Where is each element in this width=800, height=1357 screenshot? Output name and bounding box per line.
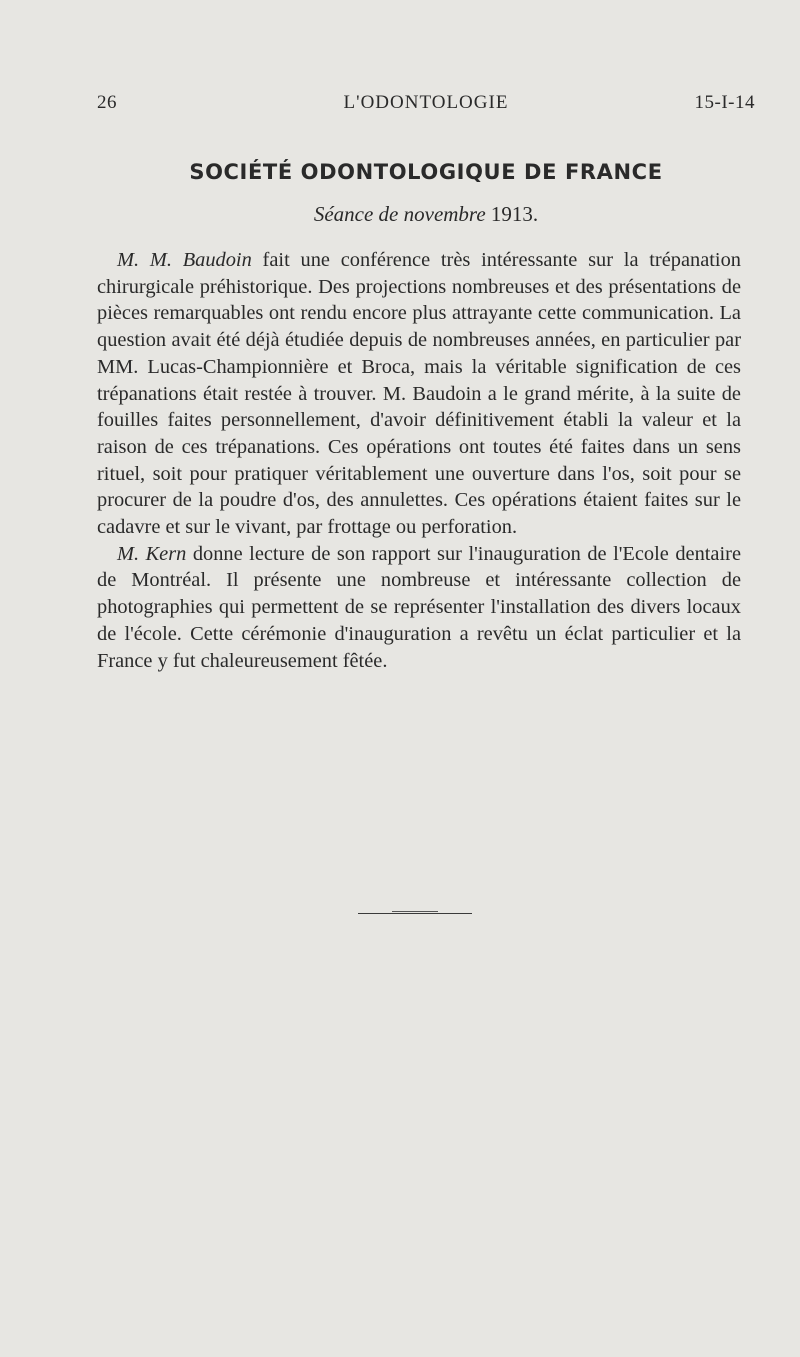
section-end-rule [358, 913, 472, 914]
issue-date: 15-I-14 [694, 92, 755, 113]
speaker-name: M. M. Baudoin [117, 249, 252, 271]
section-title: SOCIÉTÉ ODONTOLOGIQUE DE FRANCE [189, 160, 663, 184]
paragraph-text: fait une conférence très intéressante sur la trépanation chirurgicale préhistorique. Des projections nombreuses et des présentations de pièces remarquables ont rendu encore plus attrayante cette communication. La question avait été déjà étudiée depuis de nombreuses années, en particulier par MM. Lucas-Championnière et Broca, mais la véritable signification de ces trépanations était restée à trouver. M. Baudoin a le grand mérite, à la suite de fouilles faites personnellement, d'avoir définitivement établi la valeur et la raison de ces trépanations. Ces opérations ont toutes été faites dans un sens rituel, soit pour pratiquer véritablement une ouverture dans l'os, soit pour se procurer de la poudre d'os, des annulettes. Ces opérations étaient faites sur le cadavre et sur le vivant, par frottage ou perforation. [97, 249, 741, 539]
running-header [97, 92, 755, 118]
speaker-name: M. Kern [117, 542, 187, 565]
journal-name: L'ODONTOLOGIE [343, 92, 509, 113]
page-number: 26 [97, 92, 117, 113]
paragraph-kern [97, 541, 741, 675]
section-subtitle [97, 202, 755, 227]
article-body [97, 247, 741, 674]
paragraph-text: donne lecture de son rapport sur l'inauguration de l'Ecole dentaire de Montréal. Il présente une nombreuse et intéressante collection de photographies qui permettent de se représenter l'installation des divers locaux de l'école. Cette cérémonie d'inauguration a revêtu un éclat particulier et la France y fut chaleureusement fêtée. [97, 542, 741, 672]
session-year: 1913. [490, 202, 539, 226]
paragraph-baudoin [97, 247, 741, 541]
session-label: Séance de novembre [313, 202, 486, 226]
